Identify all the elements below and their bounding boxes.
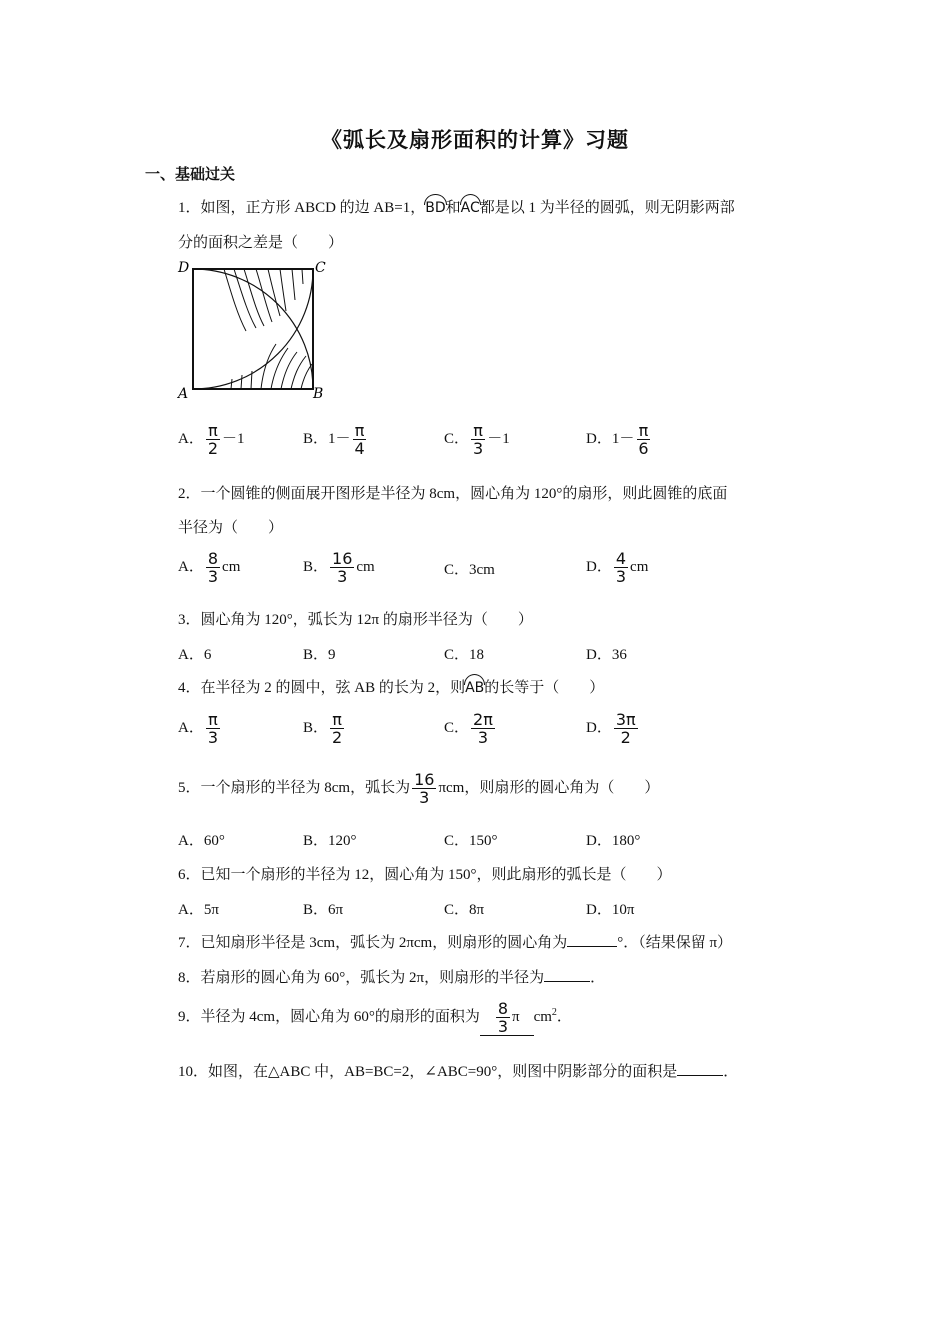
q2-line2: 半径为（ ） xyxy=(178,520,284,536)
numerator: π xyxy=(638,421,649,440)
numerator: π xyxy=(354,421,365,440)
option-tail: －1 xyxy=(222,430,245,447)
fraction xyxy=(471,711,495,746)
q2-option-a xyxy=(178,550,240,585)
q7-line1 xyxy=(178,931,732,952)
q9-text-a: 9．半径为 4cm，圆心角为 60°的扇形的面积为 xyxy=(178,1008,480,1025)
q6-line1: 6．已知一个扇形的半径为 12，圆心角为 150°，则此扇形的弧长是（ ） xyxy=(178,867,672,883)
denominator: 2 xyxy=(620,728,631,747)
q1-figure xyxy=(176,256,328,404)
q5-line1 xyxy=(178,771,659,806)
q4-text-b: 的长等于（ ） xyxy=(484,680,605,696)
numerator: π xyxy=(332,710,342,729)
numerator: 16 xyxy=(414,770,435,789)
q5-option-b: B．120° xyxy=(303,833,357,849)
numerator: 8 xyxy=(497,999,509,1018)
denominator: 4 xyxy=(354,439,365,458)
q2-option-b xyxy=(303,550,375,585)
q1-option-b xyxy=(303,422,369,457)
q6-option-b: B．6π xyxy=(303,902,344,918)
q10-text-a: 10．如图，在△ABC 中，AB=BC=2，∠ABC=90°，则图中阴影部分的面积是 xyxy=(178,1064,678,1080)
q8-line1 xyxy=(178,966,605,987)
exponent: 2 xyxy=(551,1006,557,1018)
option-label: A． xyxy=(178,430,204,447)
q1-label-b: B xyxy=(313,386,324,402)
q6-option-d: D．10π xyxy=(586,902,635,918)
fraction xyxy=(636,422,650,457)
q3-line1: 3．圆心角为 120°，弧长为 12π 的扇形半径为（ ） xyxy=(178,612,533,628)
fraction xyxy=(206,422,220,457)
q1-label-a: A xyxy=(178,386,189,402)
q9-line1 xyxy=(178,1000,572,1036)
fraction xyxy=(330,550,354,585)
fraction xyxy=(206,550,220,585)
option-label: B． xyxy=(303,558,329,575)
unit: cm xyxy=(222,558,241,575)
q1-line1 xyxy=(178,196,735,217)
denominator: 3 xyxy=(337,567,348,586)
q7-text-b: °．（结果保留 π） xyxy=(617,935,733,951)
q1-arc-ac-curve xyxy=(193,269,313,389)
fraction xyxy=(496,1000,510,1035)
q5-option-a: A．60° xyxy=(178,833,225,849)
denominator: 3 xyxy=(477,728,489,747)
q1-label-c: C xyxy=(315,260,326,276)
numerator: π xyxy=(473,421,483,440)
denominator: 2 xyxy=(332,728,343,747)
fraction xyxy=(412,771,436,806)
q1-arc-bd-curve xyxy=(193,269,313,389)
q1-text-b: 都是以 1 为半径的圆弧，则无阴影两部 xyxy=(479,200,735,216)
q4-option-d xyxy=(586,711,640,746)
fraction xyxy=(614,550,628,585)
denominator: 3 xyxy=(497,1017,509,1036)
q1-option-c xyxy=(444,422,510,457)
denominator: 3 xyxy=(615,567,627,586)
fraction xyxy=(353,422,367,457)
q3-option-b: B．9 xyxy=(303,647,336,663)
q7-text-a: 7．已知扇形半径是 3cm，弧长为 2πcm，则扇形的圆心角为 xyxy=(178,935,568,951)
q1-arc-bd: BD xyxy=(425,196,445,216)
numerator: 3π xyxy=(615,710,636,729)
q4-option-b xyxy=(303,711,346,746)
q4-text-a: 4．在半径为 2 的圆中，弦 AB 的长为 2，则 xyxy=(178,680,466,696)
q2-line1: 2．一个圆锥的侧面展开图形是半径为 8cm，圆心角为 120°的扇形，则此圆锥的底面 xyxy=(178,486,728,502)
q1-square xyxy=(193,269,313,389)
unit: cm xyxy=(356,558,375,575)
denominator: 3 xyxy=(473,439,484,458)
q2-option-c: C．3cm xyxy=(444,562,495,578)
option-label: C． xyxy=(444,430,470,447)
option-label: C． xyxy=(444,719,470,736)
q2-option-d xyxy=(586,550,648,585)
q1-arc-ac: AC xyxy=(461,196,480,216)
q5-text-b: πcm，则扇形的圆心角为（ ） xyxy=(438,779,660,796)
q1-option-a xyxy=(178,422,245,457)
q3-option-c: C．18 xyxy=(444,647,485,663)
q1-text-a: 1．如图，正方形 ABCD 的边 AB=1， xyxy=(178,200,426,216)
q4-option-c xyxy=(444,711,497,746)
q6-option-a: A．5π xyxy=(178,902,219,918)
denominator: 3 xyxy=(207,567,219,586)
q4-line1 xyxy=(178,676,604,697)
q8-text-a: 8．若扇形的圆心角为 60°，弧长为 2π，则扇形的半径为 xyxy=(178,970,545,986)
q10-line1 xyxy=(178,1060,738,1081)
option-label: D． xyxy=(586,558,612,575)
q10-text-b: ． xyxy=(723,1064,739,1080)
numerator: 16 xyxy=(332,549,353,568)
section-heading: 一、基础过关 xyxy=(145,167,236,183)
q3-option-a: A．6 xyxy=(178,647,212,663)
q5-text-a: 5．一个扇形的半径为 8cm，弧长为 xyxy=(178,779,411,796)
numerator: 8 xyxy=(207,549,219,568)
numerator: 4 xyxy=(615,549,627,568)
q5-option-d: D．180° xyxy=(586,833,641,849)
pi-symbol: π xyxy=(512,1008,520,1025)
option-label: B．1－ xyxy=(303,430,351,447)
q1-text-and: 和 xyxy=(445,200,461,216)
q9-end: ． xyxy=(556,1008,572,1025)
option-label: B． xyxy=(303,719,329,736)
q10-answer-blank[interactable] xyxy=(677,1075,723,1076)
fraction xyxy=(614,711,638,746)
option-tail: －1 xyxy=(487,430,510,447)
numerator: 2π xyxy=(473,710,493,729)
option-label: A． xyxy=(178,719,204,736)
q3-option-d: D．36 xyxy=(586,647,627,663)
numerator: π xyxy=(208,421,218,440)
q7-answer-blank[interactable] xyxy=(567,946,617,947)
fraction xyxy=(471,422,485,457)
q8-text-b: ． xyxy=(590,970,606,986)
unit: cm xyxy=(630,558,649,575)
q4-arc-ab: AB xyxy=(465,676,484,696)
q1-label-d: D xyxy=(178,260,190,276)
page-title: 《弧长及扇形面积的计算》习题 xyxy=(321,128,629,152)
q8-answer-blank[interactable] xyxy=(544,981,590,982)
denominator: 2 xyxy=(207,439,219,458)
denominator: 6 xyxy=(638,439,649,458)
option-label: D．1－ xyxy=(586,430,635,447)
q6-option-c: C．8π xyxy=(444,902,485,918)
option-label: A． xyxy=(178,558,204,575)
unit: cm xyxy=(533,1008,552,1025)
denominator: 3 xyxy=(419,788,430,807)
q5-option-c: C．150° xyxy=(444,833,498,849)
fraction xyxy=(206,711,220,746)
q1-hatching xyxy=(224,269,312,389)
numerator: π xyxy=(208,710,218,729)
q1-option-d xyxy=(586,422,653,457)
q9-answer xyxy=(480,1000,534,1036)
option-label: D． xyxy=(586,719,612,736)
denominator: 3 xyxy=(207,728,219,747)
fraction xyxy=(330,711,344,746)
q4-option-a xyxy=(178,711,222,746)
q1-line2: 分的面积之差是（ ） xyxy=(178,235,344,251)
